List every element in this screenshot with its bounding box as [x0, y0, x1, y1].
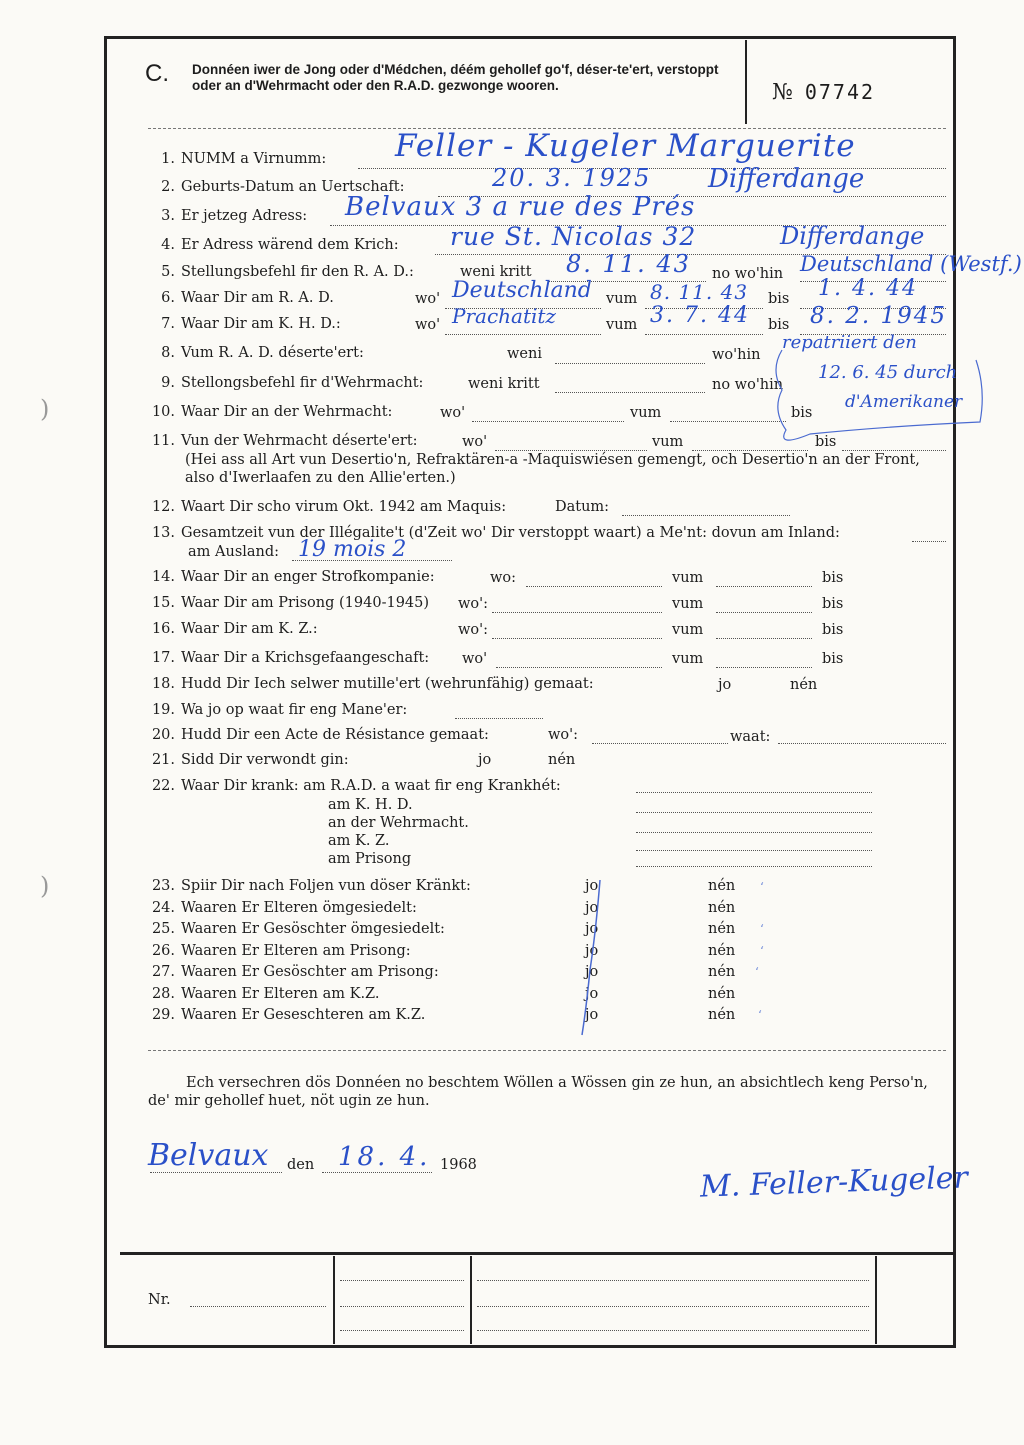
field-row: 5. Stellungsbefehl fir den R. A. D.: — [161, 264, 414, 280]
hw-rad-order-date: 8. 11. 43 — [566, 250, 691, 278]
hw-rad-order-place: Deutschland (Westf.) — [800, 252, 1022, 276]
field-row: 23. Spiir Dir nach Foljen vun döser Kränkt: — [151, 878, 471, 894]
field-row: 4. Er Adress wärend dem Krich: — [161, 237, 399, 253]
option-yes[interactable]: jo — [585, 900, 599, 916]
year: 1968 — [440, 1157, 477, 1173]
option-no[interactable]: nén — [708, 921, 736, 937]
field-row: 22. Waar Dir krank: am R.A.D. a waat fir eng Krankhét: — [151, 778, 561, 794]
hw-abroad: 19 mois 2 — [298, 537, 407, 562]
hw-khd-where: Prachatitz — [452, 304, 556, 328]
field-row: 28. Waaren Er Elteren am K.Z. — [151, 986, 380, 1002]
number-sign: № — [772, 80, 793, 105]
field-row: 12. Waart Dir scho virum Okt. 1942 am Maquis: — [151, 499, 507, 515]
table-line[interactable] — [477, 1306, 869, 1307]
hw-name: Feller - Kugeler Marguerite — [395, 128, 856, 164]
option-yes[interactable]: jo — [585, 943, 599, 959]
field-row: 10. Waar Dir an der Wehrmacht: — [151, 404, 393, 420]
option-no[interactable]: nén — [708, 1007, 736, 1023]
hw-rad-where: Deutschland — [452, 278, 592, 303]
hw-rad-from: 8. 11. 43 — [650, 280, 749, 304]
form-number — [772, 80, 875, 105]
option-yes[interactable]: jo — [585, 1007, 599, 1023]
tick-mark: ‘ — [758, 1008, 762, 1022]
option-no[interactable]: nén — [708, 878, 736, 894]
option-yes[interactable]: jo — [478, 752, 492, 768]
number-value: 07742 — [804, 80, 876, 104]
field-row: 29. Waaren Er Geseschteren am K.Z. — [151, 1007, 426, 1023]
table-line[interactable] — [477, 1280, 869, 1281]
field-row: 13. Gesamtzeit vun der Illégalite't (d'Zeit wo' Dir verstoppt waart) a Me'nt: dovun am Inland: — [151, 525, 840, 541]
signature: M. Feller-Kugeler — [699, 1160, 969, 1205]
option-no[interactable]: nén — [708, 964, 736, 980]
field-row: 1. NUMM a Virnumm: — [161, 151, 327, 167]
hw-birth-date: 20. 3. 1925 — [492, 164, 652, 192]
bottom-table-border — [120, 1252, 956, 1255]
field-row: 11. Vun der Wehrmacht déserte'ert: — [151, 433, 418, 449]
field-row: 25. Waaren Er Gesöschter ömgesiedelt: — [151, 921, 445, 937]
section-letter: C. — [145, 60, 169, 87]
field-row: 24. Waaren Er Elteren ömgesiedelt: — [151, 900, 417, 916]
option-no[interactable]: nén — [708, 900, 736, 916]
option-no[interactable]: nén — [548, 752, 576, 768]
form-title: Donnéen iwer de Jong oder d'Médchen, déém gehollef go'f, déser-te'ert, verstoppt oder an d'Wehrmacht oder den R.A.D. gezwonge wooren. — [192, 62, 719, 93]
punch-mark: ) — [40, 872, 50, 900]
table-line[interactable] — [477, 1330, 869, 1331]
hw-war-street: rue St. Nicolas 32 — [450, 222, 697, 251]
hw-rad-to: 1. 4. 44 — [818, 276, 918, 301]
field-row: 26. Waaren Er Elteren am Prisong: — [151, 943, 411, 959]
option-yes[interactable]: jo — [585, 878, 599, 894]
field-row: 21. Sidd Dir verwondt gin: — [151, 752, 349, 768]
answer-line[interactable] — [455, 718, 543, 719]
option-yes[interactable]: jo — [585, 921, 599, 937]
hw-note-3: d'Amerikaner — [845, 392, 963, 412]
option-yes[interactable]: jo — [585, 964, 599, 980]
den-label: den — [287, 1157, 315, 1173]
desertion-note: (Hei ass all Art vun Desertio'n, Refraktären-a -Maquiswiésen gemengt, och Desertio'n an der Front, also d'Iwerlaafen zu den Allie'erten.) — [185, 452, 920, 486]
hw-khd-from: 3. 7. 44 — [650, 303, 750, 328]
hw-khd-to: 8. 2. 1945 — [810, 303, 948, 329]
field-row: 17. Waar Dir a Krichsgefaangeschaft: — [151, 650, 430, 666]
field-row: 2. Geburts-Datum an Uertschaft: — [161, 179, 405, 195]
nr-label: Nr. — [148, 1292, 171, 1308]
field-row: 16. Waar Dir am K. Z.: — [151, 621, 318, 637]
hw-note-2: 12. 6. 45 durch — [818, 362, 958, 383]
date-line[interactable] — [322, 1172, 432, 1173]
field-row: 8. Vum R. A. D. déserte'ert: — [161, 345, 364, 361]
field-row: 9. Stellongsbefehl fir d'Wehrmacht: — [161, 375, 424, 391]
header-divider — [745, 40, 747, 124]
option-yes[interactable]: jo — [585, 986, 599, 1002]
table-divider — [875, 1256, 877, 1344]
option-yes[interactable]: jo — [718, 677, 732, 693]
hw-address: Belvaux 3 a rue des Prés — [345, 192, 696, 222]
table-line[interactable] — [340, 1280, 464, 1281]
table-line[interactable] — [340, 1306, 464, 1307]
nr-line[interactable] — [190, 1306, 326, 1307]
field-row: 6. Waar Dir am R. A. D. — [161, 290, 334, 306]
field-row: 15. Waar Dir am Prisong (1940-1945) — [151, 595, 430, 611]
tick-mark: ‘ — [755, 965, 759, 979]
pen-marks — [560, 330, 1000, 1050]
divider — [148, 1050, 946, 1051]
tick-mark: ‘ — [760, 922, 764, 936]
field-row: 27. Waaren Er Gesöschter am Prisong: — [151, 964, 439, 980]
punch-mark: ) — [40, 395, 50, 423]
field-row: 7. Waar Dir am K. H. D.: — [161, 316, 341, 332]
option-no[interactable]: nén — [790, 677, 818, 693]
option-no[interactable]: nén — [708, 943, 736, 959]
hw-place: Belvaux — [148, 1138, 269, 1173]
declaration: Ech versechren dös Donnéen no beschtem Wöllen a Wössen gin ze hun, an absichtlech keng Perso'n, de' mir gehollef huet, nöt ugin ze hun. — [148, 1075, 928, 1109]
field-row: 3. Er jetzeg Adress: — [161, 208, 308, 224]
hw-war-town: Differdange — [780, 222, 925, 250]
hw-note-1: repatriiert den — [782, 332, 917, 353]
field-row: 20. Hudd Dir een Acte de Résistance gemaat: — [151, 727, 489, 743]
field-row: 14. Waar Dir an enger Strofkompanie: — [151, 569, 435, 585]
option-no[interactable]: nén — [708, 986, 736, 1002]
hw-birth-place: Differdange — [708, 164, 865, 194]
field-row: 18. Hudd Dir Iech selwer mutille'ert (wehrunfähig) gemaat: — [151, 676, 594, 692]
table-divider — [470, 1256, 472, 1344]
field-row: 19. Wa jo op waat fir eng Mane'er: — [151, 702, 408, 718]
table-line[interactable] — [340, 1330, 464, 1331]
tick-mark: ‘ — [760, 880, 764, 894]
table-divider — [333, 1256, 335, 1344]
tick-mark: ‘ — [760, 944, 764, 958]
hw-date: 18. 4. — [338, 1142, 431, 1172]
